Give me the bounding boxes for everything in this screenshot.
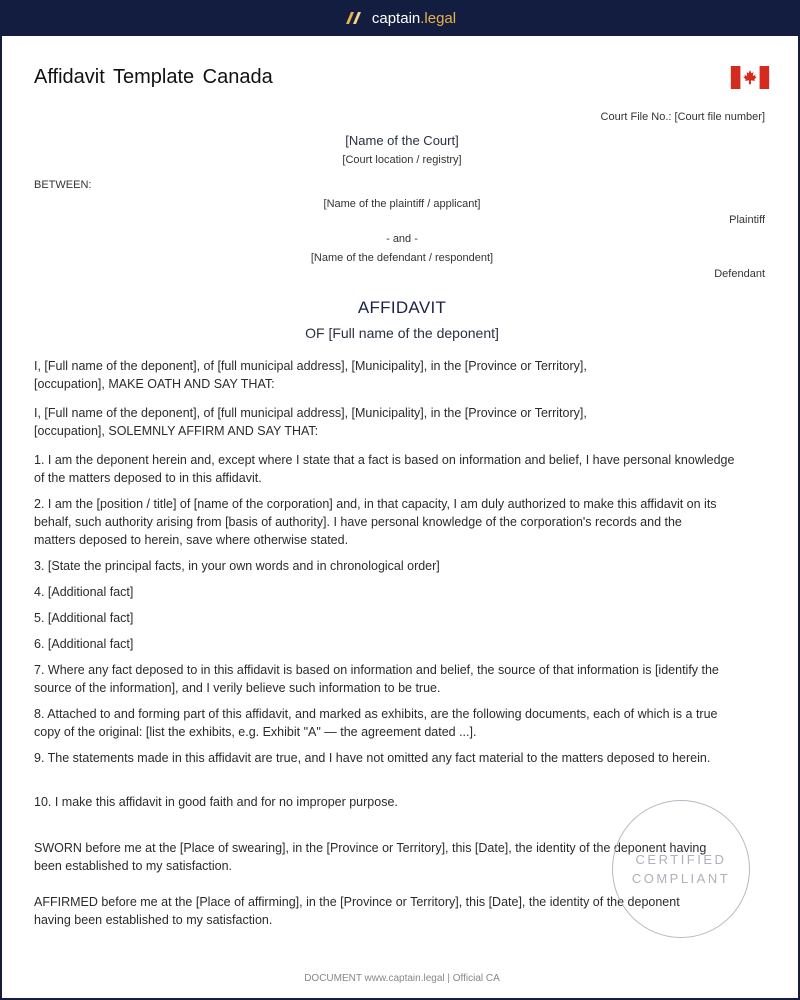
plaintiff-label: Plaintiff bbox=[729, 214, 765, 226]
defendant-name: [Name of the defendant / respondent] bbox=[310, 252, 494, 264]
oath-intro: I, [Full name of the deponent], of [full municipal address], [Municipality], in the [Province or Territory], [occupation], MAKE OATH AND SAY THAT: bbox=[34, 359, 587, 391]
brand-logo[interactable] bbox=[344, 10, 456, 27]
top-bar bbox=[2, 0, 798, 36]
seal-line-2: COMPLIANT bbox=[631, 871, 731, 886]
paragraph-6: 6. [Additional fact] bbox=[34, 637, 134, 651]
paragraph-4: 4. [Additional fact] bbox=[34, 585, 134, 599]
plaintiff-name: [Name of the plaintiff / applicant] bbox=[323, 198, 481, 210]
seal-line-1: CERTIFIED bbox=[635, 852, 727, 867]
footer-text: DOCUMENT www.captain.legal | Official CA bbox=[304, 973, 500, 984]
affirmed-jurat: AFFIRMED before me at the [Place of affirming], in the [Province or Territory], this [Date], the identity of the deponent having been established to my satisfaction. bbox=[34, 895, 680, 927]
affirm-intro: I, [Full name of the deponent], of [full municipal address], [Municipality], in the [Province or Territory], [occupation], SOLEMNLY AFFIRM AND SAY THAT: bbox=[34, 406, 587, 438]
canada-flag-icon bbox=[730, 66, 770, 89]
brand-tld: .legal bbox=[420, 9, 457, 27]
paragraph-3: 3. [State the principal facts, in your own words and in chronological order] bbox=[34, 559, 440, 573]
brand-name: captain bbox=[371, 9, 421, 27]
court-file-number: Court File No.: [Court file number] bbox=[600, 111, 765, 123]
paragraph-9: 9. The statements made in this affidavit are true, and I have not omitted any fact material to the matters deposed to herein. bbox=[34, 751, 711, 765]
paragraph-8: 8. Attached to and forming part of this affidavit, and marked as exhibits, are the following documents, each of which is a true copy of the original: [list the exhibits, e.g. Exhibit "A" — the agreement dated ...]. bbox=[34, 707, 718, 739]
paragraph-7: 7. Where any fact deposed to in this affidavit is based on information and belief, the source of that information is [identify the source of the information], and I verily believe such information to be true. bbox=[34, 663, 719, 695]
paragraph-10: 10. I make this affidavit in good faith and for no improper purpose. bbox=[34, 795, 398, 809]
between-label: BETWEEN: bbox=[34, 179, 92, 191]
court-location: [Court location / registry] bbox=[342, 154, 462, 166]
sworn-jurat: SWORN before me at the [Place of swearing], in the [Province or Territory], this [Date], the identity of the deponent having been established to my satisfaction. bbox=[34, 841, 707, 873]
affidavit-subheading: OF [Full name of the deponent] bbox=[305, 325, 499, 341]
captain-legal-logo-icon bbox=[344, 10, 364, 26]
paragraph-5: 5. [Additional fact] bbox=[34, 611, 134, 625]
paragraph-1: 1. I am the deponent herein and, except where I state that a fact is based on information and belief, I have personal knowledge of the matters deposed to in this affidavit. bbox=[34, 453, 735, 485]
affidavit-heading: AFFIDAVIT bbox=[357, 298, 447, 317]
and-separator: - and - bbox=[386, 233, 418, 245]
paragraph-2: 2. I am the [position / title] of [name of the corporation] and, in that capacity, I am duly authorized to make this affidavit on its behalf, such authority arising from [basis of authority]. I have personal knowledge of the corporation's records and the matters deposed to herein, save where otherwise stated. bbox=[34, 497, 717, 547]
defendant-label: Defendant bbox=[714, 268, 765, 280]
document-title: Affidavit Template Canada bbox=[34, 66, 273, 88]
court-name: [Name of the Court] bbox=[345, 133, 459, 148]
